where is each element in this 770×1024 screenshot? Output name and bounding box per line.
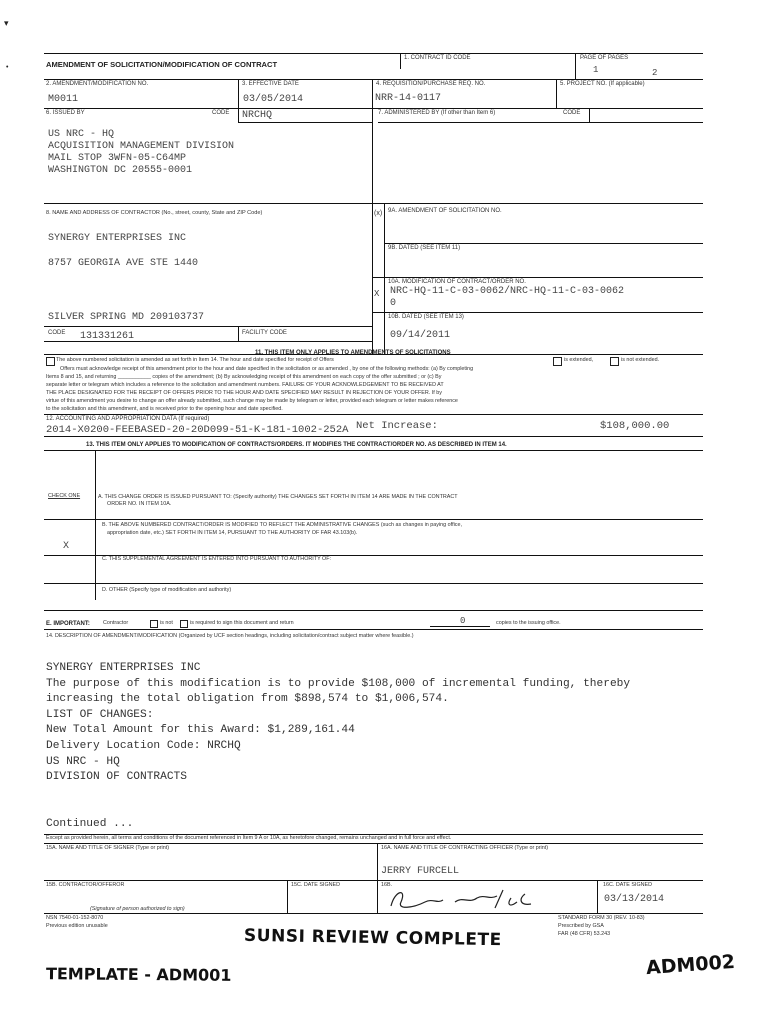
issued-by-line-3: MAIL STOP 3WFN-05-C64MP [48, 153, 187, 164]
copies-text: copies to the issuing office. [496, 620, 561, 626]
nsn-text: NSN 7540-01-152-8070 [46, 915, 104, 921]
far-text: FAR (48 CFR) 53.243 [558, 931, 611, 937]
dated-10b-value: 09/14/2011 [390, 330, 451, 341]
not-extended-label: is not extended. [621, 357, 660, 363]
is-required-checkbox[interactable] [180, 620, 188, 628]
description-line: LIST OF CHANGES: [46, 708, 154, 721]
item-13b-text-2: appropriation date, etc.) SET FORTH IN ITEM 14, PURSUANT TO THE AUTHORITY OF FAR 43.103(b). [107, 530, 358, 536]
amendment-no-label: 2. AMENDMENT/MODIFICATION NO. [46, 81, 149, 87]
administered-by-code-label: CODE [563, 110, 581, 116]
description-line: US NRC - HQ [46, 755, 120, 768]
issued-by-label: 6. ISSUED BY [46, 110, 85, 116]
standard-form-text: STANDARD FORM 30 (REV. 10-83) [558, 915, 645, 921]
contractor-code-label: CODE [48, 330, 66, 336]
is-not-checkbox[interactable] [150, 620, 158, 628]
signature-note: (Signature of person authorized to sign) [90, 906, 185, 912]
description-line: New Total Amount for this Award: $1,289,161.44 [46, 724, 355, 737]
contractor-offeror-label: 15B. CONTRACTOR/OFFEROR [46, 882, 125, 888]
prescribed-text: Prescribed by GSA [558, 923, 604, 929]
amendment-solicitation-label: 9A. AMENDMENT OF SOLICITATION NO. [388, 208, 502, 214]
template-stamp: TEMPLATE - ADM001 [45, 964, 232, 985]
issued-by-line-2: ACQUISITION MANAGEMENT DIVISION [48, 141, 235, 152]
requisition-no-label: 4. REQUISITION/PURCHASE REQ. NO. [376, 81, 486, 87]
description-line: DIVISION OF CONTRACTS [46, 771, 187, 784]
project-no-label: 5. PROJECT NO. (If applicable) [560, 81, 645, 87]
united-states-label: 16B. [381, 882, 393, 888]
item-11-text: The above numbered solicitation is amended as set forth in Item 14. The hour and date specified for receipt of Offers [56, 357, 334, 363]
item-13b-mark: X [63, 541, 70, 552]
issued-by-code-label: CODE [212, 110, 230, 116]
net-increase-label: Net Increase: [356, 420, 438, 432]
sunsi-review-stamp: SUNSI REVIEW COMPLETE [243, 925, 502, 951]
page-number: 1 [593, 65, 599, 75]
check-one-label: CHECK ONE [48, 493, 81, 499]
officer-signature [385, 884, 570, 914]
officer-date-signed-label: 16C. DATE SIGNED [603, 882, 653, 888]
description-line: Delivery Location Code: NRCHQ [46, 739, 241, 752]
extended-checkbox[interactable] [553, 357, 562, 366]
previous-edition-text: Previous edition unusable [46, 923, 108, 929]
contractor-name: SYNERGY ENTERPRISES INC [48, 233, 187, 244]
item-11-line: virtue of this amendment you desire to change an offer already submitted, such change may be made by telegram or letter, provided each telegram or letter makes reference [46, 398, 458, 404]
item-11-line: to the solicitation and this amendment, and is received prior to the opening hour and date specified. [46, 406, 283, 412]
issued-by-line-4: WASHINGTON DC 20555-0001 [48, 165, 193, 176]
description-line [46, 786, 630, 802]
administered-by-label: 7. ADMINISTERED BY (If other than Item 6) [378, 110, 496, 116]
dated-9b-label: 9B. DATED (SEE ITEM 11) [388, 245, 461, 251]
important-label: E. IMPORTANT: [46, 621, 90, 627]
is-not-label: is not [160, 620, 173, 626]
net-increase-value: $108,000.00 [600, 420, 670, 432]
amendment-solicitation-mark: (x) [374, 210, 383, 217]
item-13a-text: A. THIS CHANGE ORDER IS ISSUED PURSUANT TO: (Specify authority) THE CHANGES SET FORTH IN ITEM 14 ARE MADE IN THE CONTRACT [98, 494, 458, 500]
requisition-no-value: NRR-14-0117 [375, 93, 442, 104]
except-text: Except as provided herein, all terms and conditions of the document referenced in Item 9 A or 10A, as heretofore changed, remains unchanged and in full force and effect. [46, 835, 452, 841]
contractor-city: SILVER SPRING MD 209103737 [48, 312, 205, 323]
accounting-value: 2014-X0200-FEEBASED-20-20D099-51-K-181-1002-252A [46, 424, 349, 436]
form-title: AMENDMENT OF SOLICITATION/MODIFICATION OF CONTRACT [46, 60, 278, 69]
contractor-date-signed-label: 15C. DATE SIGNED [291, 882, 341, 888]
contract-id-code-label: 1. CONTRACT ID CODE [404, 55, 471, 61]
contractor-label: 8. NAME AND ADDRESS OF CONTRACTOR (No., street, county, State and ZIP Code) [46, 210, 263, 216]
contracting-officer-label: 16A. NAME AND TITLE OF CONTRACTING OFFICER (Type or print) [381, 845, 549, 851]
facility-code-label: FACILITY CODE [242, 330, 287, 336]
item-11-line: Items 8 and 15, and returning ___________ copies of the amendment; (b) By acknowledging receipt of this amendment on each copy of the offer submitted ; or (c) By [46, 374, 442, 380]
effective-date-value: 03/05/2014 [243, 94, 304, 105]
item-13d-text: D. OTHER (Specify type of modification and authority) [102, 587, 232, 593]
item-13-header: 13. THIS ITEM ONLY APPLIES TO MODIFICATION OF CONTRACTS/ORDERS. IT MODIFIES THE CONTRACT/ORDER NO. AS DESCRIBED IN ITEM 14. [86, 442, 507, 448]
item-13b-text: B. THE ABOVE NUMBERED CONTRACT/ORDER IS MODIFIED TO REFLECT THE ADMINISTRATIVE CHANGES (such as changes in paying office, [102, 522, 462, 528]
margin-mark: • [6, 64, 9, 71]
item-13c-text: C. THIS SUPPLEMENTAL AGREEMENT IS ENTERED INTO PURSUANT TO AUTHORITY OF: [102, 556, 332, 562]
item-11-line: separate letter or telegram which includes a reference to the solicitation and amendment numbers. FAILURE OF YOUR ACKNOWLEDGEMENT TO BE RECEIVED AT [46, 382, 444, 388]
description-line: increasing the total obligation from $898,574 to $1,006,574. [46, 693, 449, 706]
modification-contract-value: NRC-HQ-11-C-03-0062/NRC-HQ-11-C-03-0062 [390, 286, 625, 297]
modification-contract-label: 10A. MODIFICATION OF CONTRACT/ORDER NO. [388, 279, 526, 285]
modification-contract-value-2: 0 [390, 298, 397, 309]
dated-10b-label: 10B. DATED (SEE ITEM 13) [388, 314, 464, 320]
description-line: SYNERGY ENTERPRISES INC [46, 662, 201, 674]
signer-name-label: 15A. NAME AND TITLE OF SIGNER (Type or print) [46, 845, 170, 851]
officer-date-signed-value: 03/13/2014 [604, 894, 665, 905]
margin-mark: ▾ [4, 18, 9, 28]
adm-stamp: ADM002 [645, 950, 736, 980]
contractor-street: 8757 GEORGIA AVE STE 1440 [48, 258, 199, 269]
item-11-line: THE PLACE DESIGNATED FOR THE RECEIPT OF OFFERS PRIOR TO THE HOUR AND DATE SPECIFIED MAY RESULT IN REJECTION OF YOUR OFFER. If by [46, 390, 442, 396]
contractor-word: Contractor [103, 620, 129, 626]
description-line [46, 801, 630, 817]
amendment-no-value: M0011 [48, 94, 79, 105]
page-of-pages-label: PAGE OF PAGES [580, 55, 629, 61]
description-line: The purpose of this modification is to provide $108,000 of incremental funding, thereby [46, 677, 631, 690]
description-label: 14. DESCRIPTION OF AMENDMENT/MODIFICATION (Organized by UCF section headings, including solicitation/contract subject matter where feasible.) [46, 633, 414, 639]
modification-contract-mark: X [374, 289, 380, 298]
accounting-label: 12. ACCOUNTING AND APPROPRIATION DATA (If required) [46, 416, 210, 422]
copies-count: 0 [460, 616, 466, 626]
description-line: Continued ... [46, 817, 134, 830]
not-extended-checkbox[interactable] [610, 357, 619, 366]
contracting-officer-name: JERRY FURCELL [381, 866, 460, 877]
extended-label: is extended, [564, 357, 594, 363]
issued-by-line-1: US NRC - HQ [48, 129, 115, 140]
contractor-code: 131331261 [80, 331, 135, 342]
solicitation-amended-checkbox[interactable] [46, 357, 55, 366]
issued-by-code: NRCHQ [242, 110, 273, 121]
item-13a-text-2: ORDER NO. IN ITEM 10A. [107, 501, 172, 507]
item-11-line: Offers must acknowledge receipt of this amendment prior to the hour and date specified in the solicitation or as amended , by one of the following methods: (a) By completing [60, 366, 474, 372]
pages-total: 2 [652, 68, 658, 78]
effective-date-label: 3. EFFECTIVE DATE [242, 81, 299, 87]
is-required-label: is required to sign this document and return [190, 620, 294, 626]
item-11-header: 11. THIS ITEM ONLY APPLIES TO AMENDMENTS OF SOLICITATIONS [255, 350, 451, 356]
description-body [46, 661, 630, 833]
